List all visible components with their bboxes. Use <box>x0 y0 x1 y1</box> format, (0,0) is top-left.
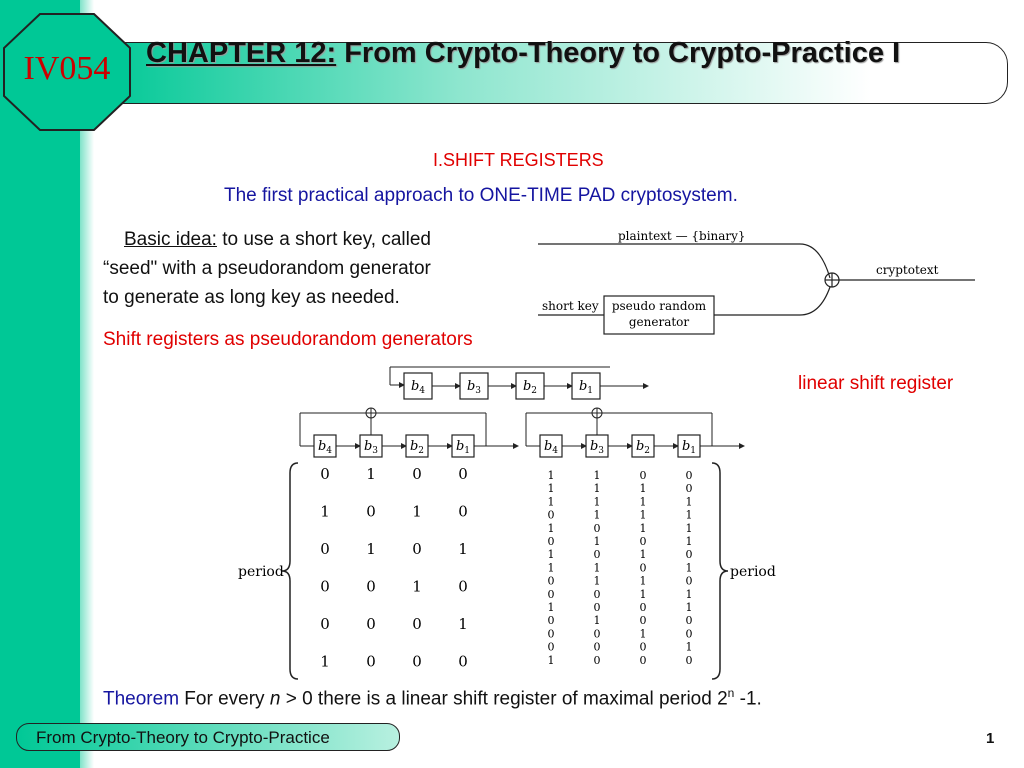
right-table-r1-c3: 0 <box>685 482 693 496</box>
right-table-r0-c0: 1 <box>547 469 555 482</box>
left-table-r4-c0: 0 <box>320 615 330 633</box>
left-table-r4-c1: 0 <box>366 615 376 633</box>
right-table-r8-c3: 0 <box>685 574 693 588</box>
right-table-r2-c3: 1 <box>685 495 693 509</box>
right-table-r11-c0: 0 <box>547 614 555 628</box>
section-heading: I.SHIFT REGISTERS <box>433 150 604 170</box>
right-table-r4-c1: 0 <box>593 521 601 535</box>
theorem-statement <box>103 686 762 710</box>
left-table-r0-c1: 1 <box>366 465 376 483</box>
right-table-r9-c2: 1 <box>639 587 647 601</box>
right-table-r8-c0: 0 <box>547 574 555 588</box>
right-table-r13-c3: 1 <box>685 640 693 654</box>
right-table-r9-c3: 1 <box>685 587 693 601</box>
right-register-cell-label-b2: $b_2$ <box>635 439 651 456</box>
basic-idea-text1: to use a short key, called <box>216 229 431 250</box>
left-register-cell-label-b3: $b_3$ <box>363 439 379 456</box>
left-table-r3-c0: 0 <box>320 577 330 596</box>
right-table-r7-c2: 0 <box>639 561 647 575</box>
right-table-r8-c2: 1 <box>639 574 647 588</box>
generator-label-2: generator <box>628 315 690 329</box>
basic-idea-line1 <box>124 229 431 251</box>
left-table-r2-c3: 1 <box>458 540 468 558</box>
right-table-r12-c1: 0 <box>593 627 601 641</box>
linear-shift-register-caption: linear shift register <box>798 373 954 394</box>
page-title <box>146 38 996 68</box>
right-register <box>526 408 744 457</box>
left-table-r5-c3: 0 <box>458 652 468 671</box>
right-table-r2-c1: 1 <box>593 495 601 509</box>
right-table-r14-c0: 1 <box>547 653 555 667</box>
left-table-r3-c1: 0 <box>366 577 376 596</box>
short-key-label: short key <box>542 299 599 313</box>
left-table-r5-c0: 1 <box>320 652 330 671</box>
shift-register-diagram <box>230 355 790 685</box>
theorem-text-b: > 0 there is a linear shift register of maximal period 2 <box>280 688 728 710</box>
right-table-r10-c2: 0 <box>639 601 647 614</box>
theorem-label: Theorem <box>103 688 180 710</box>
right-table-r11-c1: 1 <box>593 614 601 628</box>
right-table-r14-c2: 0 <box>639 653 647 667</box>
right-table-r4-c0: 1 <box>547 521 555 535</box>
right-table-r5-c3: 1 <box>685 535 693 548</box>
theorem-superscript: n <box>727 686 735 700</box>
left-table-r5-c2: 0 <box>412 652 422 671</box>
basic-idea-line2: “seed" with a pseudorandom generator <box>103 258 431 279</box>
right-table-r5-c1: 1 <box>593 535 601 548</box>
right-table-r0-c2: 0 <box>639 469 647 482</box>
left-register-cell-label-b2: $b_2$ <box>409 439 425 456</box>
basic-idea-line3: to generate as long key as needed. <box>103 287 400 308</box>
left-table-r3-c2: 1 <box>412 577 422 596</box>
right-table-r4-c3: 1 <box>685 521 693 535</box>
left-register-cell-label-b1: $b_1$ <box>455 439 471 456</box>
right-table-r9-c1: 0 <box>593 587 601 601</box>
generator-label-1: pseudo random <box>611 299 707 313</box>
otp-block-diagram <box>530 222 980 340</box>
plaintext-label: plaintext — {binary} <box>618 229 746 243</box>
left-brace <box>282 463 298 679</box>
plaintext-curve <box>800 244 830 278</box>
right-table-r13-c0: 0 <box>547 640 555 654</box>
right-table-r1-c0: 1 <box>547 482 555 496</box>
left-register <box>300 408 518 457</box>
right-table-r3-c3: 1 <box>685 508 693 522</box>
course-badge-label: IV054 <box>23 50 111 87</box>
right-table-r8-c1: 1 <box>593 574 601 588</box>
right-table-r1-c2: 1 <box>639 482 647 496</box>
left-table-r5-c1: 0 <box>366 652 376 671</box>
right-register-cell-label-b4: $b_4$ <box>543 439 559 456</box>
left-table-r1-c1: 0 <box>366 502 376 521</box>
right-brace <box>712 463 728 679</box>
top-register-cell-label-b3: $b_3$ <box>466 379 482 396</box>
right-table-r10-c3: 1 <box>685 601 693 614</box>
right-table-r6-c3: 0 <box>685 548 693 562</box>
footer-text: From Crypto-Theory to Crypto-Practice <box>36 728 330 747</box>
left-table-r2-c0: 0 <box>320 540 330 558</box>
page-number: 1 <box>986 730 995 747</box>
right-table-r10-c0: 1 <box>547 601 555 614</box>
right-table-r12-c0: 0 <box>547 627 555 641</box>
cryptotext-label: cryptotext <box>876 263 939 277</box>
left-table-r1-c0: 1 <box>320 502 330 521</box>
left-table-r1-c3: 0 <box>458 502 468 521</box>
right-table-r11-c3: 0 <box>685 614 693 628</box>
right-table-r7-c1: 1 <box>593 561 601 575</box>
right-table-r5-c2: 0 <box>639 535 647 548</box>
left-table-r2-c2: 0 <box>412 540 422 558</box>
right-table-r6-c0: 1 <box>547 548 555 562</box>
left-table-r4-c3: 1 <box>458 615 468 633</box>
right-table-r12-c2: 1 <box>639 627 647 641</box>
right-table-r1-c1: 1 <box>593 482 601 496</box>
left-table-r4-c2: 0 <box>412 615 422 633</box>
right-table-r9-c0: 0 <box>547 587 555 601</box>
right-table-r4-c2: 1 <box>639 521 647 535</box>
right-table-r12-c3: 0 <box>685 627 693 641</box>
left-table-r0-c0: 0 <box>320 465 330 483</box>
chapter-label: CHAPTER 12: <box>146 37 337 69</box>
right-table-r5-c0: 0 <box>547 535 555 548</box>
right-table-r6-c1: 0 <box>593 548 601 562</box>
right-table-r7-c0: 1 <box>547 561 555 575</box>
left-table-r2-c1: 1 <box>366 540 376 558</box>
theorem-variable-n: n <box>269 688 281 710</box>
right-table-r7-c3: 1 <box>685 561 693 575</box>
title-text: From Crypto-Theory to Crypto-Practice I <box>336 37 901 69</box>
right-table-r13-c1: 0 <box>593 640 601 654</box>
shift-registers-note: Shift registers as pseudorandom generators <box>103 329 473 350</box>
right-table-r3-c0: 0 <box>547 508 555 522</box>
right-table-r11-c2: 0 <box>639 614 647 628</box>
right-table-r10-c1: 0 <box>593 601 601 614</box>
left-register-cell-label-b4: $b_4$ <box>317 439 333 456</box>
left-table-r3-c3: 0 <box>458 577 468 596</box>
right-table-r0-c1: 1 <box>593 469 601 482</box>
theorem-text-c: -1. <box>734 688 762 710</box>
right-table-r0-c3: 0 <box>685 469 693 482</box>
left-state-table <box>320 465 468 671</box>
left-table-r0-c3: 0 <box>458 465 468 483</box>
top-register-cell-label-b1: $b_1$ <box>578 379 594 396</box>
section-subtitle: The first practical approach to ONE-TIME PAD cryptosystem. <box>224 185 738 206</box>
top-register <box>404 373 648 399</box>
right-table-r14-c3: 0 <box>685 653 693 667</box>
right-state-table <box>548 469 693 667</box>
theorem-text-a: For every <box>179 688 270 710</box>
right-table-r13-c2: 0 <box>639 640 647 654</box>
right-table-r14-c1: 0 <box>593 653 601 667</box>
right-register-cell-label-b1: $b_1$ <box>681 439 697 456</box>
period-label-left: period <box>238 564 284 580</box>
right-table-r3-c1: 1 <box>593 508 601 522</box>
left-table-r1-c2: 1 <box>412 502 422 521</box>
right-table-r2-c0: 1 <box>547 495 555 509</box>
right-table-r6-c2: 1 <box>639 548 647 562</box>
top-register-cell-label-b2: $b_2$ <box>522 379 538 396</box>
left-table-r0-c2: 0 <box>412 465 422 483</box>
basic-idea-label: Basic idea: <box>124 229 217 250</box>
top-register-cell-label-b4: $b_4$ <box>410 379 426 396</box>
right-table-r2-c2: 1 <box>639 495 647 509</box>
right-table-r3-c2: 1 <box>639 508 647 522</box>
period-label-right: period <box>730 564 776 580</box>
right-register-cell-label-b3: $b_3$ <box>589 439 605 456</box>
